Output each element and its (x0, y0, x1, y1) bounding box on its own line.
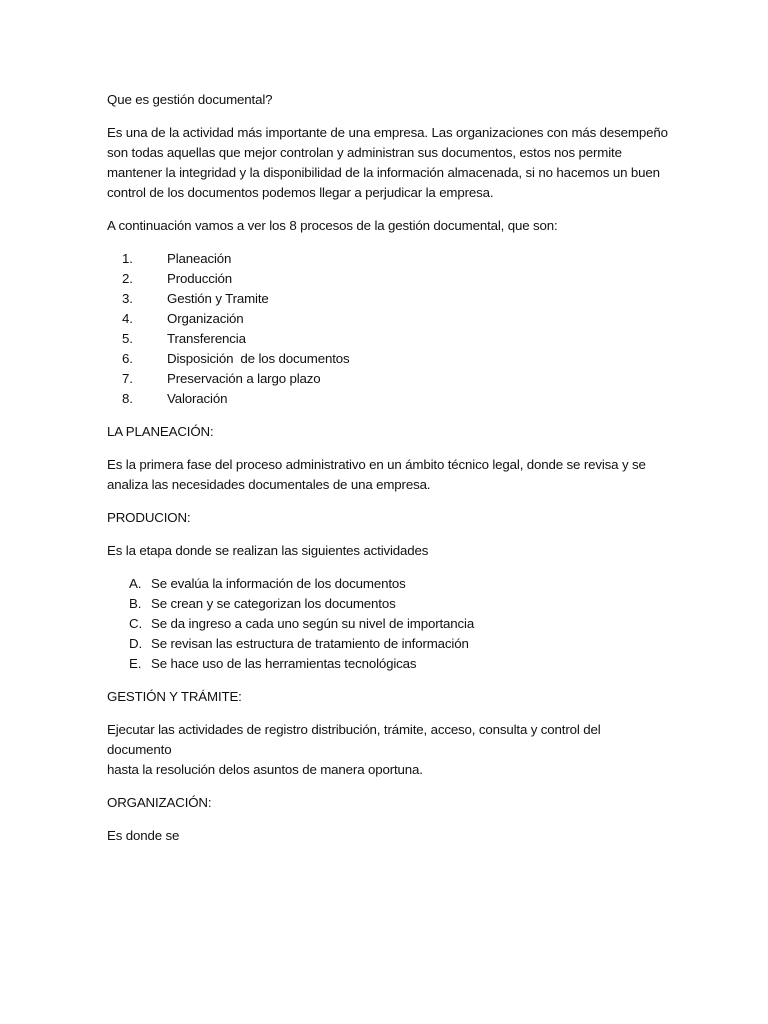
list-item-label: Valoración (167, 391, 228, 406)
list-marker: D. (129, 636, 142, 651)
question-heading: Que es gestión documental? (107, 92, 273, 107)
list-item (122, 289, 668, 309)
list-item (122, 249, 668, 269)
list-item-label: Se hace uso de las herramientas tecnológicas (151, 656, 417, 671)
list-item-label: Transferencia (167, 331, 246, 346)
list-marker: A. (129, 576, 142, 591)
list-item-label: Se evalúa la información de los documentos (151, 576, 406, 591)
planeacion-line: Es la primera fase del proceso administrativo en un ámbito técnico legal, donde se revisa y se (107, 457, 646, 472)
list-marker: 5. (122, 331, 133, 346)
list-marker: 6. (122, 351, 133, 366)
list-item-label: Se crean y se categorizan los documentos (151, 596, 396, 611)
list-marker: 1. (122, 251, 133, 266)
list-item-label: Preservación a largo plazo (167, 371, 321, 386)
list-item-label: Producción (167, 271, 233, 286)
processes-intro: A continuación vamos a ver los 8 procesos de la gestión documental, que son: (107, 218, 558, 233)
planeacion-paragraph (107, 455, 668, 495)
gestion-tramite-line: hasta la resolución delos asuntos de manera oportuna. (107, 762, 423, 777)
list-item-label: Planeación (167, 251, 232, 266)
list-item (122, 389, 668, 409)
list-item (122, 329, 668, 349)
section-heading-gestion-tramite: GESTIÓN Y TRÁMITE: (107, 689, 242, 704)
list-item-label: Se revisan las estructura de tratamiento de información (151, 636, 469, 651)
processes-list (122, 249, 668, 409)
activities-list (129, 574, 668, 674)
list-marker: E. (129, 656, 142, 671)
list-item (122, 309, 668, 329)
list-item (129, 594, 668, 614)
gestion-tramite-paragraph (107, 720, 668, 780)
list-item-label: Gestión y Tramite (167, 291, 269, 306)
intro-line: mantener la integridad y la disponibilidad de la información almacenada, si no hacemos un buen (107, 165, 660, 180)
list-marker: C. (129, 616, 142, 631)
list-marker: 4. (122, 311, 133, 326)
section-heading-planeacion: LA PLANEACIÓN: (107, 424, 214, 439)
list-item (129, 574, 668, 594)
intro-line: son todas aquellas que mejor controlan y administran sus documentos, estos nos permite (107, 145, 622, 160)
list-marker: B. (129, 596, 142, 611)
produccion-paragraph: Es la etapa donde se realizan las siguientes actividades (107, 543, 429, 558)
list-item-label: Disposición de los documentos (167, 351, 350, 366)
list-marker: 3. (122, 291, 133, 306)
intro-line: control de los documentos podemos llegar a perjudicar la empresa. (107, 185, 494, 200)
list-item (129, 634, 668, 654)
gestion-tramite-line: Ejecutar las actividades de registro distribución, trámite, acceso, consulta y control del documento (107, 722, 601, 757)
planeacion-line: analiza las necesidades documentales de una empresa. (107, 477, 431, 492)
list-marker: 2. (122, 271, 133, 286)
organizacion-paragraph: Es donde se (107, 828, 180, 843)
list-item (122, 269, 668, 289)
list-item (129, 654, 668, 674)
list-item (122, 349, 668, 369)
intro-line: Es una de la actividad más importante de una empresa. Las organizaciones con más desempeño (107, 125, 668, 140)
list-item-label: Se da ingreso a cada uno según su nivel de importancia (151, 616, 475, 631)
section-heading-organizacion: ORGANIZACIÓN: (107, 795, 212, 810)
list-item-label: Organización (167, 311, 244, 326)
section-heading-produccion: PRODUCION: (107, 510, 191, 525)
list-item (129, 614, 668, 634)
list-marker: 8. (122, 391, 133, 406)
intro-paragraph (107, 123, 668, 203)
list-marker: 7. (122, 371, 133, 386)
list-item (122, 369, 668, 389)
